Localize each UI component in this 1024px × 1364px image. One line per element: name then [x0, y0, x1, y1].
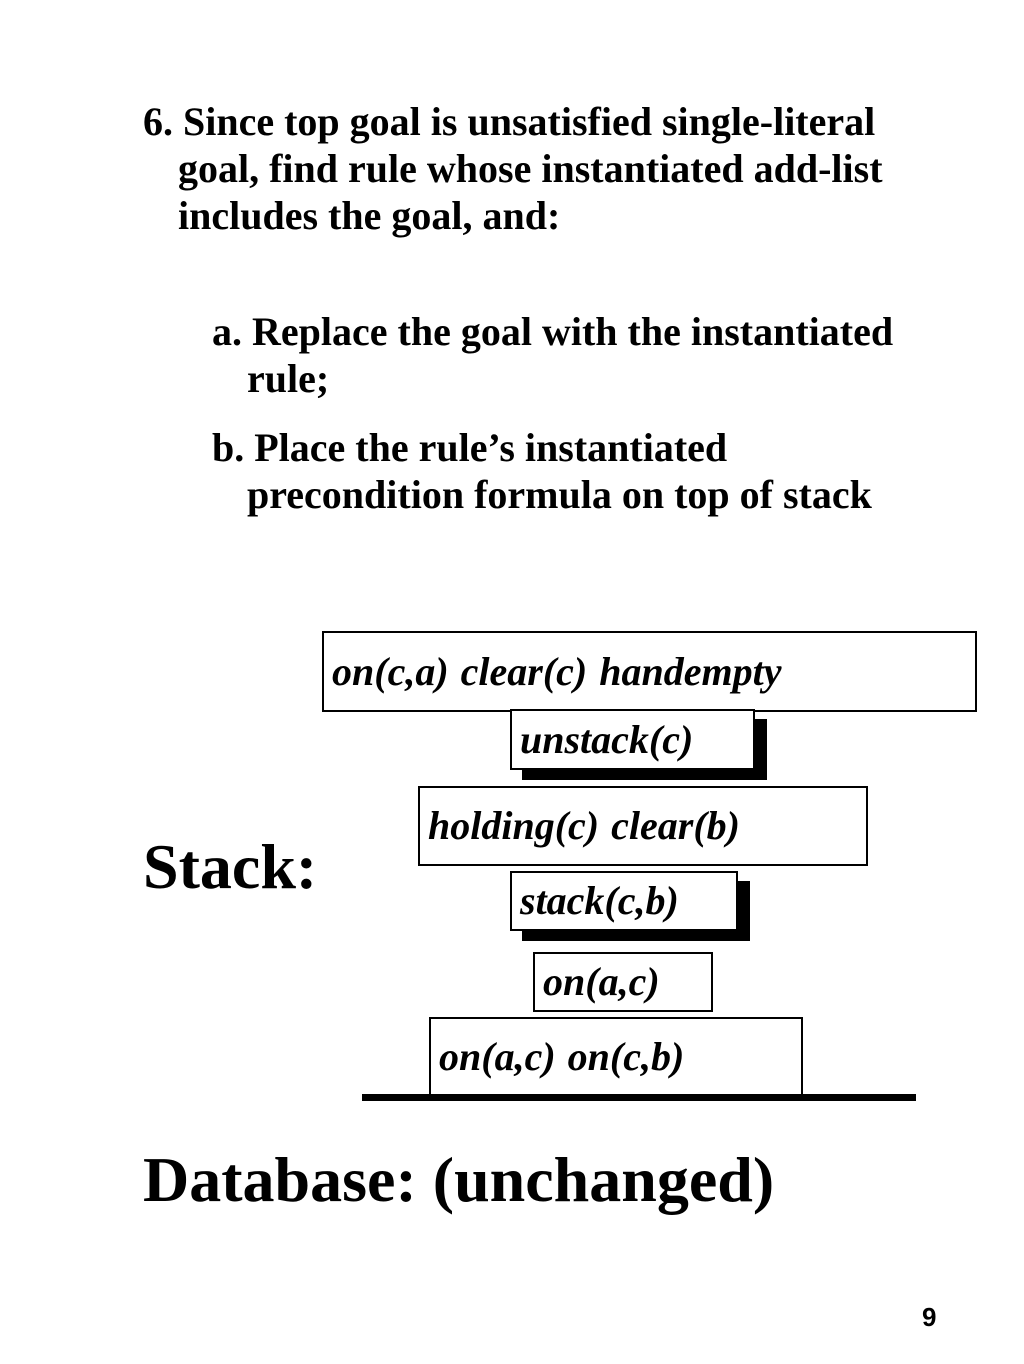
literal: clear(b) — [611, 803, 740, 848]
page-number: 9 — [922, 1302, 937, 1332]
literal: on(c,a) — [332, 648, 449, 694]
step-6-text: 6. Since top goal is unsatisfied single-literal goal, find rule whose instantiated add-list includes the goal, and: — [143, 99, 883, 238]
rule-name: stack(c,b) — [520, 878, 679, 923]
stack-item-rule-stack — [510, 871, 738, 931]
literal: on(a,c) — [439, 1034, 556, 1079]
stack-item-goal — [533, 952, 713, 1012]
stack-item-bottom-goal — [429, 1017, 803, 1097]
literal: holding(c) — [428, 803, 600, 848]
step-b-text: b. Place the rule’s instantiated precondition formula on top of stack — [212, 425, 872, 517]
literal: handempty — [599, 648, 782, 694]
literal: on(a,c) — [543, 959, 660, 1004]
literal: on(c,b) — [567, 1034, 685, 1079]
stack-label: Stack: — [143, 831, 318, 902]
step-a-text: a. Replace the goal with the instantiated rule; — [212, 309, 894, 401]
stack-base-line — [362, 1094, 916, 1101]
database-label: Database: (unchanged) — [143, 1144, 775, 1215]
rule-name: unstack(c) — [520, 716, 694, 762]
literal: clear(c) — [460, 648, 588, 694]
stack-item-precondition-unstack — [322, 631, 977, 712]
stack-item-precondition-stack — [418, 786, 868, 866]
stack-item-rule-unstack — [510, 709, 755, 770]
